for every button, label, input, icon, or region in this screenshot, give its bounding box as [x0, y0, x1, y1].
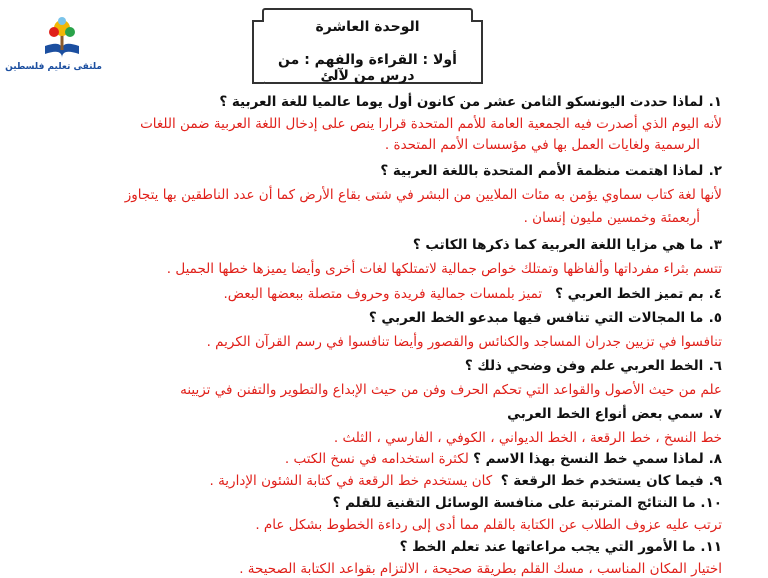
- question-number: ١٠.: [700, 495, 722, 511]
- unit-title-banner: [262, 8, 473, 84]
- question-text: فيما كان يستخدم خط الرقعة ؟: [500, 473, 704, 489]
- banner-fold-right: [471, 20, 483, 84]
- question-number: ٧.: [708, 406, 722, 422]
- question-number: ٩.: [708, 473, 722, 489]
- question-number: ٨.: [708, 451, 722, 467]
- inline-answer: تميز بلمسات جمالية فريدة وحروف متصلة ببعضها البعض.: [223, 286, 543, 302]
- book-tree-icon: [42, 16, 82, 60]
- banner-fold-left: [252, 20, 264, 84]
- question-number: ٤.: [708, 286, 722, 302]
- question-10: [333, 494, 722, 512]
- question-9: [209, 472, 722, 490]
- answer-2-line-1: لأنها لغة كتاب سماوي يؤمن به مئات الملايين من البشر في شتى بقاع الأرض كما أن عدد الناطقين بها يتجاوز: [124, 187, 722, 203]
- question-3: [413, 236, 722, 254]
- question-4: [223, 285, 722, 303]
- question-number: ٢.: [708, 163, 722, 179]
- question-7: [507, 405, 722, 423]
- question-number: ١.: [708, 94, 722, 110]
- question-text: سمي بعض أنواع الخط العربي: [507, 406, 704, 422]
- answer-5-line-1: تنافسوا في تزيين جدران المساجد والكنائس والقصور وأيضا تنافسوا في رسم القرآن الكريم .: [206, 334, 722, 350]
- logo-caption: ملتقى تعليم فلسطين: [5, 62, 102, 72]
- answer-1-line-1: لأنه اليوم الذي أصدرت فيه الجمعية العامة للأمم المتحدة قرارا ينص على إدخال اللغة العربية ضمن اللغات: [140, 116, 722, 132]
- answer-7-line-1: خط النسخ ، خط الرقعة ، الخط الديواني ، الكوفي ، الفارسي ، الثلث .: [333, 430, 722, 446]
- question-text: ما النتائج المترتبة على منافسة الوسائل التقنية للقلم ؟: [332, 495, 696, 511]
- site-logo: [5, 16, 102, 76]
- question-5: [369, 309, 722, 327]
- question-text: لماذا اهتمت منظمة الأمم المتحدة باللغة العربية ؟: [380, 163, 704, 179]
- question-text: ما الأمور التي يجب مراعاتها عند تعلم الخط ؟: [399, 539, 696, 555]
- question-number: ٣.: [708, 237, 722, 253]
- question-number: ١١.: [700, 539, 722, 555]
- question-2: [380, 162, 722, 180]
- inline-answer: لكثرة استخدامه في نسخ الكتب .: [284, 451, 469, 467]
- lesson-title: أولا : القراءة والفهم : من درس من لآلئ: [278, 52, 457, 84]
- answer-3-line-1: تتسم بثراء مفرداتها وألفاظها وتمتلك خواص جمالية لاتمتلكها لغات أخرى وأيضا يميزها خطها الجميل .: [166, 261, 722, 277]
- question-11: [400, 538, 722, 556]
- question-text: ما هي مزايا اللغة العربية كما ذكرها الكاتب ؟: [412, 237, 704, 253]
- answer-1-line-2: الرسمية ولغايات العمل بها في مؤسسات الأمم المتحدة .: [384, 137, 700, 153]
- question-number: ٦.: [708, 358, 722, 374]
- inline-answer: كان يستخدم خط الرقعة في كتابة الشئون الإدارية .: [209, 473, 493, 489]
- question-text: بم تميز الخط العربي ؟: [555, 286, 704, 302]
- question-text: ما المجالات التي تنافس فيها مبدعو الخط العربي ؟: [368, 310, 704, 326]
- question-text: لماذا سمي خط النسخ بهذا الاسم ؟: [473, 451, 704, 467]
- question-text: لماذا حددت اليونسكو الثامن عشر من كانون أول يوما عالميا للغة العربية ؟: [219, 94, 704, 110]
- question-1: [219, 93, 722, 111]
- question-number: ٥.: [708, 310, 722, 326]
- question-8: [285, 450, 722, 468]
- answer-11-line-1: اختيار المكان المناسب ، مسك القلم بطريقة صحيحة ، الالتزام بقواعد الكتابة الصحيحة .: [239, 561, 722, 577]
- question-text: الخط العربي علم وفن وضحي ذلك ؟: [464, 358, 704, 374]
- answer-10-line-1: ترتب عليه عزوف الطلاب عن الكتابة بالقلم مما أدى إلى رداءة الخطوط بشكل عام .: [255, 517, 722, 533]
- answer-6-line-1: علم من حيث الأصول والقواعد التي تحكم الحرف وفن من حيث الإبداع والتطوير والتفنن في تزيينه: [180, 382, 722, 398]
- answer-2-line-2: أربعمئة وخمسين مليون إنسان .: [523, 210, 700, 226]
- unit-title: الوحدة العاشرة: [315, 19, 420, 35]
- question-6: [465, 357, 722, 375]
